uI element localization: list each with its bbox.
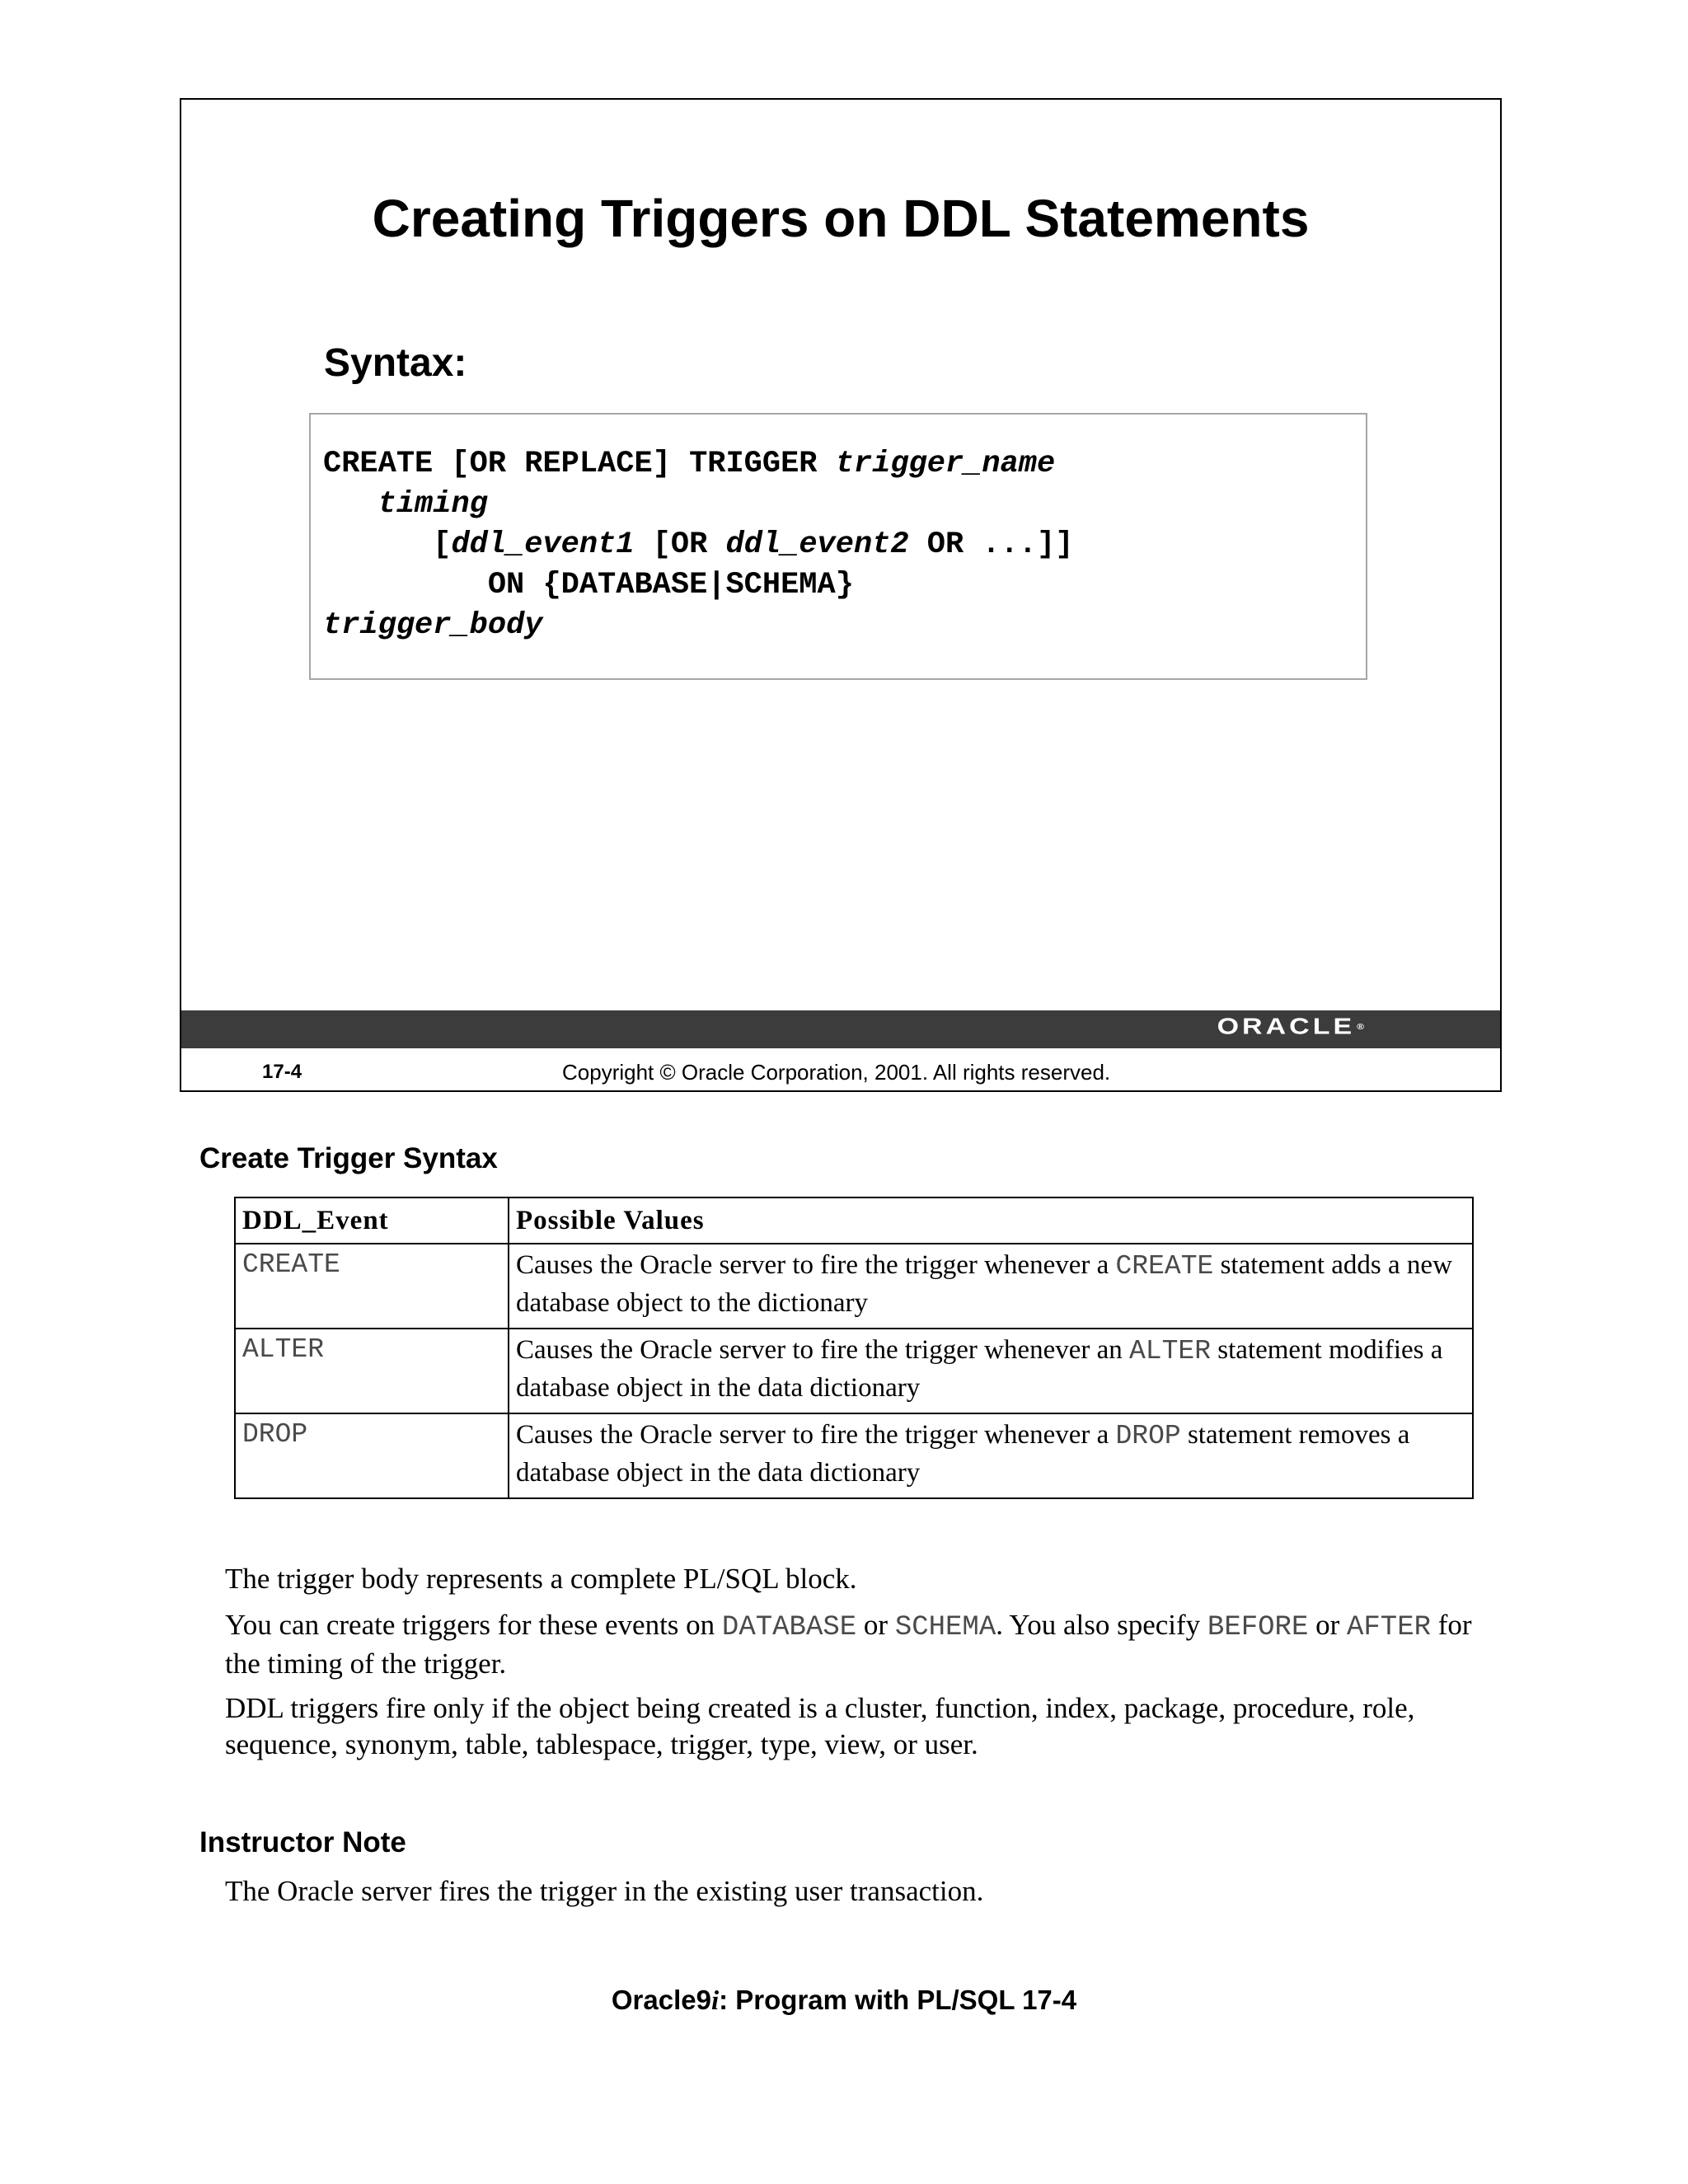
code-keyword: CREATE [OR REPLACE] TRIGGER — [323, 447, 836, 481]
description-cell — [509, 1413, 1473, 1498]
paragraph-text: . You also specify — [996, 1609, 1207, 1641]
paragraph-text: You can create triggers for these events on — [225, 1609, 722, 1641]
description-code: CREATE — [1115, 1251, 1214, 1282]
code-line-3 — [323, 525, 1366, 565]
description-code: ALTER — [1129, 1336, 1212, 1366]
code-param: trigger_name — [835, 447, 1056, 481]
table-header-cell: DDL_Event — [235, 1197, 509, 1244]
code-param: ddl_event1 — [451, 527, 635, 562]
paragraph-text: or — [856, 1609, 895, 1641]
paragraph-code: DATABASE — [721, 1612, 857, 1643]
slide-frame — [180, 98, 1502, 1092]
code-line-4: ON {DATABASE|SCHEMA} — [323, 568, 854, 602]
code-indent — [323, 487, 378, 522]
slide-number: 17-4 — [262, 1061, 302, 1083]
paragraph-instructor-note: The Oracle server fires the trigger in the existing user transaction. — [225, 1875, 984, 1907]
table-row — [235, 1329, 1473, 1413]
event-cell: ALTER — [235, 1329, 509, 1413]
footer-text: Oracle9 — [611, 1985, 711, 2015]
description-text: Causes the Oracle server to fire the trigger whenever a — [516, 1420, 1116, 1450]
footer-text: : Program with PL/SQL 17-4 — [719, 1985, 1077, 2015]
slide-title: Creating Triggers on DDL Statements — [372, 189, 1310, 248]
syntax-label: Syntax: — [324, 341, 467, 385]
copyright-text: Copyright © Oracle Corporation, 2001. All rights reserved. — [562, 1060, 1111, 1085]
code-keyword: [OR — [634, 527, 726, 562]
slide-footer — [181, 1048, 1500, 1092]
code-keyword: OR ...]] — [908, 527, 1074, 562]
description-text: Causes the Oracle server to fire the trigger whenever an — [516, 1335, 1129, 1365]
paragraph-text: or — [1308, 1609, 1347, 1641]
section-heading-instructor-note: Instructor Note — [199, 1826, 406, 1858]
table-header-cell: Possible Values — [509, 1197, 1473, 1244]
syntax-code-box — [309, 413, 1367, 680]
event-cell: DROP — [235, 1413, 509, 1498]
description-text: Causes the Oracle server to fire the trigger whenever a — [516, 1250, 1116, 1280]
oracle-logo: ORACLE ® — [1217, 1014, 1364, 1039]
table-header-row — [235, 1197, 1473, 1244]
code-param: ddl_event2 — [725, 527, 909, 562]
description-cell — [509, 1244, 1473, 1329]
paragraph-code: SCHEMA — [894, 1612, 996, 1643]
description-text: statement removes a database object in the data dictionary — [516, 1420, 1410, 1488]
description-code: DROP — [1115, 1421, 1181, 1451]
table-row — [235, 1244, 1473, 1329]
paragraph-code: AFTER — [1347, 1612, 1432, 1643]
code-indent: [ — [323, 527, 452, 562]
code-param: timing — [377, 487, 488, 522]
description-cell — [509, 1329, 1473, 1413]
ddl-event-table — [234, 1197, 1474, 1499]
paragraph-events — [225, 1607, 1494, 1682]
paragraph-ddl-triggers: DDL triggers fire only if the object being created is a cluster, function, index, package, procedure, role, sequence, synonym, table, tablespace, trigger, type, view, or user. — [225, 1692, 1415, 1760]
paragraph-code: BEFORE — [1207, 1612, 1309, 1643]
paragraph-trigger-body: The trigger body represents a complete PL/SQL block. — [225, 1563, 857, 1595]
event-cell: CREATE — [235, 1244, 509, 1329]
oracle-footer-bar — [181, 1010, 1500, 1048]
section-heading-create-trigger-syntax: Create Trigger Syntax — [199, 1142, 498, 1174]
paragraph-text: for the timing of the trigger. — [225, 1609, 1472, 1680]
description-text: statement modifies a database object in the data dictionary — [516, 1335, 1443, 1403]
code-line-1 — [323, 444, 1366, 485]
code-param: trigger_body — [323, 608, 543, 643]
code-line-2 — [323, 485, 1366, 525]
description-text: statement adds a new database object to the dictionary — [516, 1250, 1452, 1318]
code-line-5 — [323, 606, 1366, 646]
page-footer — [0, 1984, 1688, 2018]
table-row — [235, 1413, 1473, 1498]
footer-italic: i — [710, 1986, 720, 2016]
